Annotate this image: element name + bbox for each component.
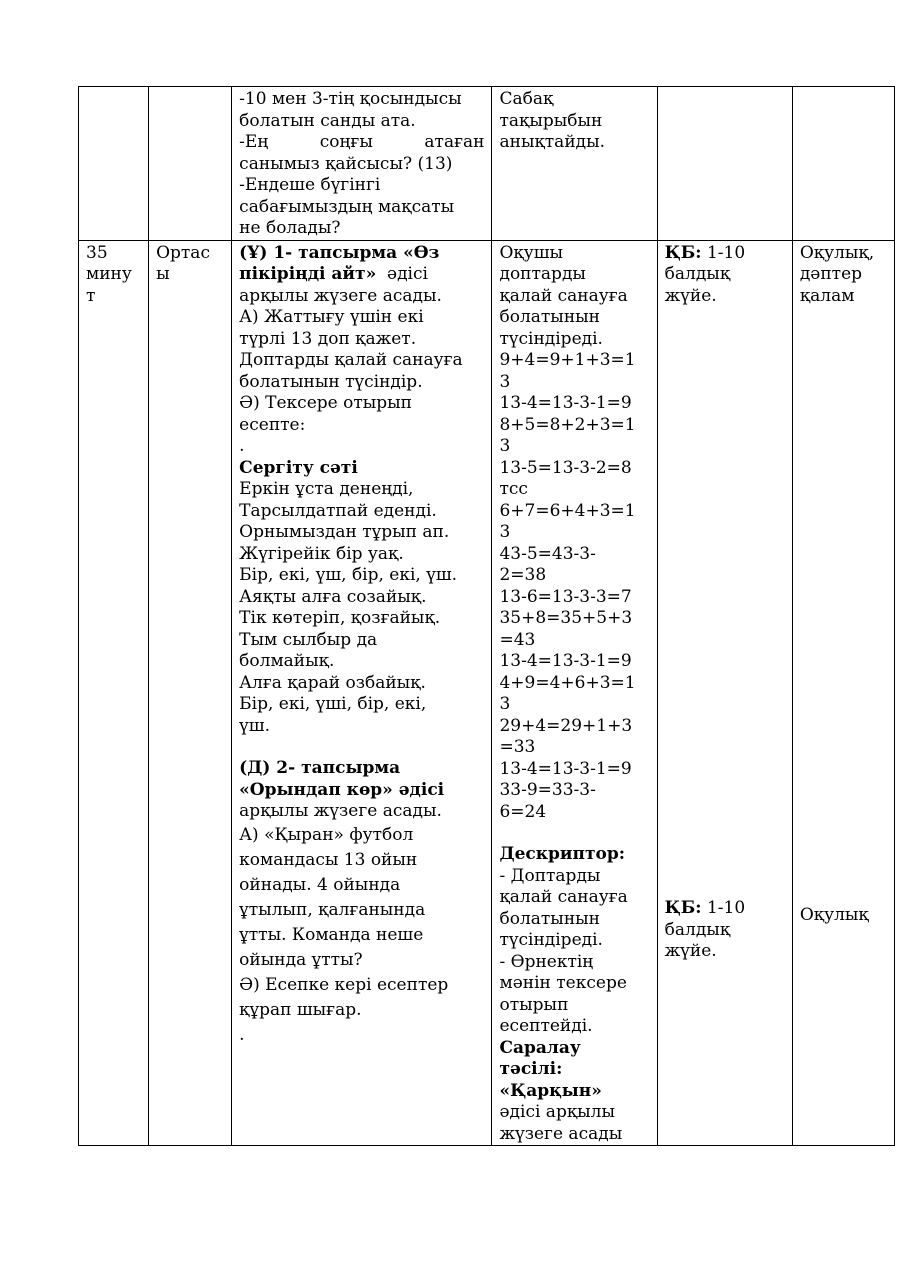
saralau-title: Саралау [499, 1037, 581, 1058]
cell-spacer [800, 307, 887, 905]
text-line: 13-6=13-3-3=7 [499, 586, 632, 607]
text-line: 33-9=33-3- [499, 780, 596, 800]
text-line: 9+4=9+1+3=1 [499, 350, 636, 370]
text-line: 29+4=29+1+3 [499, 715, 633, 736]
text-line: отырып [499, 994, 569, 1015]
text-line: Аяқты алға созайық. [239, 586, 427, 607]
text-line: әдісі арқылы [499, 1102, 615, 1122]
time-cell [79, 240, 149, 1146]
text-line: Бір, екі, үш, бір, екі, үш. [239, 565, 458, 585]
text-line: Тым сылбыр да [239, 629, 378, 650]
resources-cell [792, 240, 894, 1146]
text-line: дәптер [799, 264, 863, 284]
text-line: арқылы жүзеге асады. [239, 285, 442, 306]
text-line: Тік көтеріп, қозғайық. [239, 608, 441, 628]
text-line: А) Жаттығу үшін екі [239, 307, 424, 327]
lesson-plan-table [78, 86, 895, 1146]
text-line: Оқушы [499, 242, 564, 263]
text-line: ұтты. Команда неше [239, 924, 424, 945]
text-line: не болады? [239, 218, 341, 238]
text-line: болатынын [499, 908, 601, 929]
text-line: үш. [239, 715, 270, 736]
text-line: Оқулық [799, 905, 869, 925]
text-line [239, 132, 484, 154]
text-line: Ә) Тексере отырып [239, 393, 413, 413]
task2-title: (Д) 2- тапсырма [239, 758, 401, 778]
word: атаған [424, 132, 485, 152]
text-line: түсіндіреді. [499, 930, 603, 950]
text-line: есепте: [239, 414, 306, 435]
text-line: 6+7=6+4+3=1 [499, 500, 636, 521]
text-line: түрлі 13 доп қажет. [239, 328, 417, 349]
text-line: тақырыбын [499, 110, 603, 131]
assessment-cell [657, 240, 792, 1146]
text-line: мину [86, 264, 132, 284]
text-line: 8+5=8+2+3=1 [499, 414, 636, 435]
saralau-title: «Қарқын» [499, 1080, 602, 1101]
text-line: 4+9=4+6+3=1 [499, 672, 636, 693]
text-line: доптарды [499, 264, 586, 284]
student-activity-cell [492, 87, 657, 241]
assessment-cell [657, 87, 792, 241]
text-line: т [86, 285, 96, 306]
text-line: =43 [499, 629, 536, 650]
text-line: 13-4=13-3-1=9 [499, 651, 632, 671]
text-line: - Доптарды [499, 865, 601, 886]
text-line: тсс [499, 479, 528, 499]
text-line: 3 [499, 371, 511, 392]
word: -Ең [239, 132, 269, 152]
text-line: балдық [664, 264, 731, 284]
text-line: санымыз қайсысы? (13) [239, 153, 453, 174]
text-line: болатын санды ата. [239, 110, 416, 131]
saralau-title: тәсілі: [499, 1059, 563, 1079]
text-line: Ортас [156, 242, 210, 263]
task1-title: (Ұ) 1- тапсырма «Өз [239, 242, 440, 263]
task2-title: «Орындап көр» әдісі [239, 779, 445, 800]
text-line: қалам [799, 285, 855, 306]
text-line: ойнады. 4 ойында [239, 874, 401, 895]
sergitu-title: Сергіту сәті [239, 457, 358, 478]
text-line: Тарсылдатпай еденді. [239, 500, 437, 521]
text-line: 13-4=13-3-1=9 [499, 758, 632, 779]
descriptor-title: Дескриптор: [499, 844, 626, 864]
teacher-activity-cell [232, 87, 492, 241]
text-line: =33 [499, 737, 536, 757]
student-activity-cell [492, 240, 657, 1146]
text-line: есептейді. [499, 1016, 593, 1036]
text-line: 13-5=13-3-2=8 [499, 457, 632, 478]
text-line: Оқулық, [799, 242, 875, 263]
text-line: 6=24 [499, 801, 547, 822]
text-line: Орнымыздан тұрып ап. [239, 522, 450, 542]
text-line: Доптарды қалай санауға [239, 350, 463, 370]
text-line: ҚБ: 1-10 [664, 242, 746, 263]
text-line: анықтайды. [499, 132, 606, 152]
text-line: түсіндіреді. [499, 328, 603, 349]
text-line: 35 [86, 242, 108, 263]
text-line: ҚБ: 1-10 [664, 898, 746, 918]
time-cell [79, 87, 149, 241]
text-line: 43-5=43-3- [499, 543, 596, 564]
text-line: . [239, 436, 245, 456]
text-line: құрап шығар. [239, 999, 362, 1020]
text-line: арқылы жүзеге асады. [239, 801, 442, 821]
text-line: командасы 13 ойын [239, 849, 418, 870]
text-line: мәнін тексере [499, 973, 627, 993]
text-line: Алға қарай озбайық. [239, 672, 426, 693]
text-line: 2=38 [499, 565, 547, 585]
text-line: жүйе. [664, 941, 717, 961]
text-line: Ә) Есепке кері есептер [239, 974, 449, 995]
text-line: сабағымыздың мақсаты [239, 196, 455, 217]
stage-cell [149, 87, 232, 241]
text-line: - Өрнектің [499, 951, 594, 972]
text-line: Еркін ұста денеңді, [239, 479, 414, 499]
text-line: Сабақ [499, 89, 554, 109]
text-line: ойында ұтты? [239, 949, 363, 970]
task1-title: пікіріңді айт» әдісі [239, 264, 428, 284]
text-line: жүзеге асады [499, 1123, 623, 1144]
word: соңғы [319, 132, 373, 152]
text-line: Жүгірейік бір уақ. [239, 543, 404, 564]
text-line: ы [156, 264, 170, 284]
text-line: жүйе. [664, 285, 717, 306]
text-line: балдық [664, 919, 731, 940]
text-line: болатынын [499, 307, 601, 327]
text-line: ұтылып, қалғанында [239, 899, 426, 920]
text-line: 3 [499, 522, 511, 542]
table-row [79, 87, 895, 241]
cell-spacer [665, 307, 785, 898]
task2-text [239, 823, 484, 1048]
blank-line [239, 737, 484, 758]
text-line: 13-4=13-3-1=9 [499, 393, 632, 413]
resources-cell [792, 87, 894, 241]
text-line: 35+8=35+5+3 [499, 608, 633, 628]
teacher-activity-cell [232, 240, 492, 1146]
text-line: А) «Қыран» футбол [239, 824, 414, 845]
text-line: Бір, екі, үші, бір, екі, [239, 694, 427, 714]
text-line: болатынын түсіндір. [239, 371, 423, 392]
text-line: -Ендеше бүгінгі [239, 175, 381, 195]
table-row [79, 240, 895, 1146]
stage-cell [149, 240, 232, 1146]
text-line: болмайық. [239, 651, 335, 671]
text-line: 3 [499, 436, 511, 456]
blank-line [499, 823, 649, 844]
text-line: қалай санауға [499, 285, 628, 306]
text-line: қалай санауға [499, 887, 628, 907]
text-line: -10 мен 3-тің қосындысы [239, 89, 462, 109]
text-line: . [239, 1024, 245, 1045]
text-line: 3 [499, 694, 511, 714]
